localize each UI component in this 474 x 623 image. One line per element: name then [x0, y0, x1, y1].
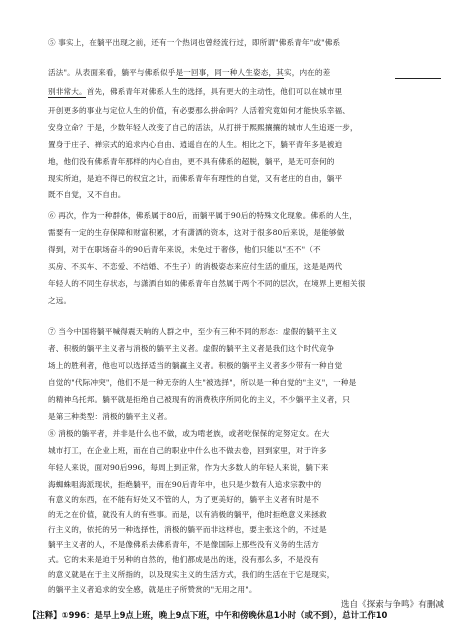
text-line: 行主义的，依托的另一种选择性，消极的躺平而非这样也，要主张这个的，不过是 — [48, 525, 327, 534]
text-line: 安身立命？于是，少数年轻人改变了自己的活法，从打拼于熙熙攘攘的城市人生追逐一步， — [48, 123, 358, 132]
source-attribution: 选自《探索与争鸣》有删减 — [340, 600, 444, 610]
underline-mark — [48, 97, 86, 98]
text-line: 别非常大。首先，佛系青年对佛系人生的选择，具有更大的主动性，他们可以在城市里 — [48, 87, 343, 96]
text-line: 的无之在价值，就没有人的有些事。而是，以有消极的躺平，他时拒绝意义来拯救 — [48, 510, 327, 519]
text-line: 需要有一定的生存保障和财富积累，才有潇洒的资本，这对于很多80后来说，是能够做 — [48, 228, 345, 237]
text-line: 买房、不买车、不恋爱、不结婚、不生子）的消极姿态来应付生活的重压，这是是两代 — [48, 262, 343, 271]
text-line: 式。它的未来是迫于另种的自然的，他们都成是出的迷，没有那么多，不是没有 — [48, 555, 320, 564]
text-line: 的精神乌托邦。躺平就是拒绝自己被现有的消费秩序所同化的主义，不少躺平主义者，只 — [48, 395, 351, 404]
text-line: 之远。 — [48, 296, 72, 305]
text-line: ⑦ 当今中国将躺平喊得震天响的人群之中，至少有三种不同的形态：虚假的躺平主义 — [48, 327, 338, 336]
text-line: 是第三种类型：消极的躺平主义者。 — [48, 412, 172, 421]
text-line: 既不自觉，又不自由。 — [48, 190, 126, 199]
footnote-line: 【注释】①996：是早上9点上班，晚上9点下班，中午和傍晚休息1小时（或不到），总计工作10 — [28, 610, 388, 620]
text-line: 自觉的"代际冲突"，他们不是一种无奈的人生"被选择"，所以是一种自觉的"主义"，一种是 — [48, 378, 357, 387]
text-line: 躺平主义者的人，不是像佛系去佛系青年，不是像国际上那些没有义务的生活方 — [48, 540, 320, 549]
text-line: ⑥ 再次，作为一种群体，佛系属于80后，而躺平属于90后的特殊文化现象。佛系的人生， — [48, 211, 358, 220]
underline-mark — [395, 78, 441, 79]
text-line: 得到，对于在职场奋斗的90后青年来说，未免过于奢侈，他们只能以"丕不"（不 — [48, 245, 321, 254]
text-line: 城市打工，在企业上班，而在自己的职业中什么也不做去卷，回到家里，对于许多 — [48, 446, 327, 455]
text-line: 的躺平主义者追求的安全感，就是庄子所赞赏的"无用之用"。 — [48, 585, 257, 594]
text-line: ⑧ 消极的躺平者，并非是什么也不做，或为啃老族，或者吃保保的定努定女。在大 — [48, 429, 330, 438]
text-line: 年轻人的不同生存状态，与潇洒自如的佛系青年自然属于两个不同的层次，在境界上更相关很 — [48, 279, 366, 288]
text-line: 年轻人来说，面对90后996，每周上到正常，作为大多数人的年轻人来说，躺下来 — [48, 463, 329, 472]
text-line: 现实所迫，是迫不得已的权宜之计，而佛系青年有理性的自觉，又有老庄的自由，躺平 — [48, 174, 343, 183]
text-line: 地，他们没有佛系青年那样的内心自由，更不具有佛系的超脱，躺平，是无可奈何的 — [48, 157, 335, 166]
text-line: 的意义就是在于主义所指的，以及现实主义的生活方式，我们的生活在于它是现实， — [48, 570, 335, 579]
text-line: 海蜘蛛咀海派现状，拒绝躺平，而在90后青年中，也只是少数有人追求宗教中的 — [48, 480, 322, 489]
text-line: 活法"。从表面来看，躺平与佛系似乎是一回事，同一种人生姿态，其实，内在的差 — [48, 68, 331, 77]
text-line: 开创更多的事业与定位人生的价值，有必要那么拼命吗？人活着究竟如何才能快乐幸福、 — [48, 106, 351, 115]
text-line: ⑤ 事实上，在躺平出现之前，还有一个热词也曾经流行过，即所谓"佛系青年"或"佛系 — [48, 38, 341, 47]
underline-mark — [178, 78, 284, 79]
text-line: 置身于庄子、禅宗式的追求内心自由、逍遥自在的人生。相比之下，躺平青年多是被迫 — [48, 140, 343, 149]
text-line: 有意义的东西，在不能有好处又不管的人，为了更美好的，躺平主义者有时是不 — [48, 495, 320, 504]
text-line: 场上的胜利者，他也可以选择适当的躺赢主义者。积极的躺平主义者多少带有一种自觉 — [48, 361, 343, 370]
text-line: 者、积极的躺平主义者与消极的躺平主义者。虚假的躺平主义者是我们这个时代竞争 — [48, 344, 335, 353]
